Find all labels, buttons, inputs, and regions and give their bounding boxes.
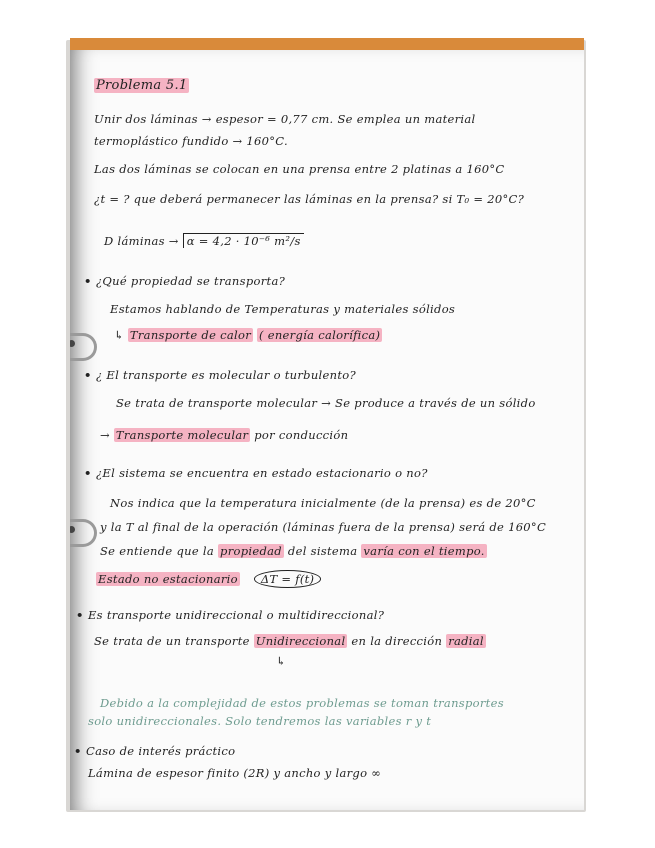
line-termoplastico: termoplástico fundido → 160°C. bbox=[94, 134, 288, 148]
page-title bbox=[94, 78, 189, 93]
line-molecular: Se trata de transporte molecular → Se produce a través de un sólido bbox=[116, 396, 536, 410]
bullet-question-4: • Es transporte unidireccional o multidireccional? bbox=[76, 608, 385, 622]
highlight-unidireccional: Unidireccional bbox=[255, 634, 346, 648]
note-complejidad: Debido a la complejidad de estos problemas se toman transportes bbox=[100, 696, 504, 710]
highlight-propiedad: propiedad bbox=[220, 544, 282, 558]
question-3-text: ¿El sistema se encuentra en estado estacionario o no? bbox=[95, 466, 428, 480]
arrow-mark-2: → bbox=[100, 428, 110, 442]
question-1-text: ¿Qué propiedad se transporta? bbox=[95, 274, 286, 288]
bullet-question-3: • ¿El sistema se encuentra en estado estacionario o no? bbox=[84, 466, 428, 480]
arrow-mark: ↳ bbox=[114, 328, 124, 342]
propiedad-text-b: del sistema bbox=[287, 544, 358, 558]
line-lamina: Lámina de espesor finito (2R) y ancho y largo ∞ bbox=[88, 766, 382, 780]
line-conduccion bbox=[100, 428, 348, 442]
note-variables: solo unidireccionales. Solo tendremos las variables r y t bbox=[88, 714, 432, 728]
unidireccional-text-b: en la dirección bbox=[351, 634, 443, 648]
bullet-question-1: • ¿Qué propiedad se transporta? bbox=[84, 274, 286, 288]
notebook-sheet bbox=[70, 50, 584, 810]
binder-ring-top bbox=[70, 333, 97, 361]
page-title-text: Problema 5.1 bbox=[96, 78, 188, 93]
unidireccional-text-a: Se trata de un transporte bbox=[94, 634, 250, 648]
highlight-energia-calorifica: ( energía calorífica) bbox=[259, 328, 381, 342]
line-unir: Unir dos láminas → espesor = 0,77 cm. Se emplea un material bbox=[94, 112, 476, 126]
question-2-text: ¿ El transporte es molecular o turbulento? bbox=[95, 368, 356, 382]
line-temperatura-final: y la T al final de la operación (láminas fuera de la prensa) será de 160°C bbox=[100, 520, 547, 534]
highlight-transporte-molecular: Transporte molecular bbox=[115, 428, 249, 442]
highlight-transporte-calor: Transporte de calor bbox=[129, 328, 252, 342]
highlight-estado-no-estacionario: Estado no estacionario bbox=[98, 572, 238, 586]
conduccion-text: por conducción bbox=[254, 428, 349, 442]
highlight-varia-tiempo: varía con el tiempo. bbox=[363, 544, 485, 558]
caso-text: Caso de interés práctico bbox=[85, 744, 236, 758]
question-4-text: Es transporte unidireccional o multidireccional? bbox=[87, 608, 385, 622]
line-question-time: ¿t = ? que deberá permanecer las láminas en la prensa? si T₀ = 20°C? bbox=[94, 192, 525, 206]
line-estado bbox=[96, 570, 321, 588]
binder-ring-middle bbox=[70, 519, 97, 547]
line-temperatura-inicial: Nos indica que la temperatura inicialmente (de la prensa) es de 20°C bbox=[110, 496, 536, 510]
highlight-radial: radial bbox=[448, 634, 484, 648]
circled-formula: ΔT = f(t) bbox=[254, 570, 321, 588]
line-unidireccional bbox=[94, 634, 486, 648]
line-diffusivity bbox=[104, 234, 304, 248]
line-prensa: Las dos láminas se colocan en una prensa entre 2 platinas a 160°C bbox=[94, 162, 505, 176]
diffusivity-label: D láminas → bbox=[104, 234, 179, 248]
line-temperaturas: Estamos hablando de Temperaturas y materiales sólidos bbox=[110, 302, 456, 316]
line-arrow-mark: ↳ bbox=[276, 654, 286, 668]
line-transporte-calor bbox=[114, 328, 382, 342]
diffusivity-value: α = 4,2 · 10⁻⁶ m²/s bbox=[183, 233, 304, 248]
bullet-question-2: • ¿ El transporte es molecular o turbulento? bbox=[84, 368, 356, 382]
propiedad-text-a: Se entiende que la bbox=[100, 544, 215, 558]
bullet-caso: • Caso de interés práctico bbox=[74, 744, 236, 758]
line-propiedad bbox=[100, 544, 487, 558]
